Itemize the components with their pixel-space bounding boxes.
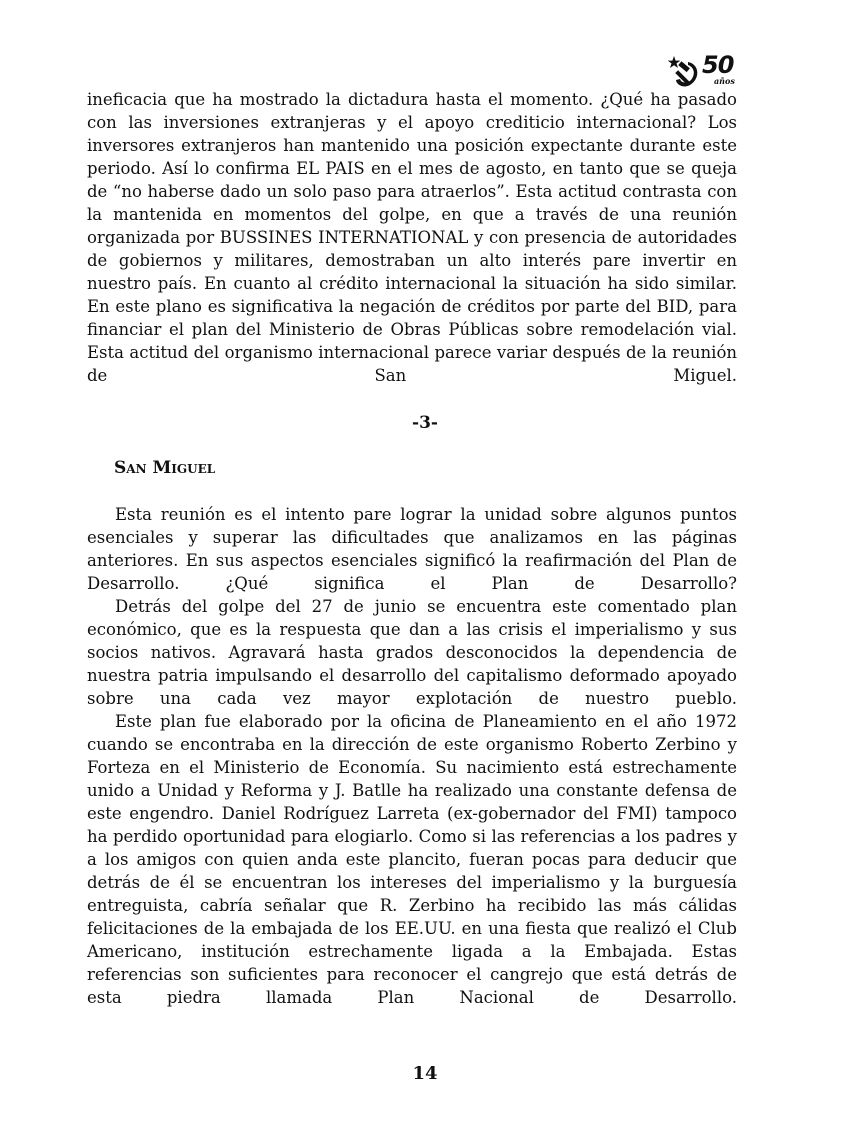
paragraph: Este plan fue elaborado por la oficina de Planeamiento en el año 1972 cuando se encontraba en la dirección de este organismo Roberto Zerbino y Forteza en el Ministerio de Economía. Su nacimiento está estrechamente unido a Unidad y Reforma y J. Batlle ha realizado una constante defensa de este engendro. Daniel Rodríguez Larreta (ex-gobernador del FMI) tampoco ha perdido oportunidad para elogiarlo. Como si las referencias a los padres y a los amigos con quien anda este plancito, fueran pocas para deducir que detrás de él se encuentran los intereses del imperialismo y la burguesía entreguista, cabría señalar que R. Zerbino ha recibido las más cálidas felicitaciones de la embajada de los EE.UU. en una fiesta que realizó el Club Americano, institución estrechamente ligada a la Embajada. Estas referencias son suficientes para reconocer el cangrejo que está detrás de esta piedra llamada Plan Nacional de Desarrollo. <box>87 712 737 1007</box>
paragraph: ineficacia que ha mostrado la dictadura hasta el momento. ¿Qué ha pasado con las inversiones extranjeras y el apoyo crediticio internacional? Los inversores extranjeros han mantenido una posición expectante durante este periodo. Así lo confirma EL PAIS en el mes de agosto, en tanto que se queja de “no haberse dado un solo paso para atraerlos”. Esta actitud contrasta con la mantenida en momentos del golpe, en que a través de una reunión organizada por BUSSINES INTERNATIONAL y con presencia de autoridades de gobiernos y militares, demostraban un alto interés pare invertir en nuestro país. En cuanto al crédito internacional la situación ha sido similar. En este plano es significativa la negación de créditos por parte del BID, para financiar el plan del Ministerio de Obras Públicas sobre remodelación vial. Esta actitud del organismo internacional parece variar después de la reunión de San Miguel. <box>87 90 737 385</box>
paragraph: Esta reunión es el intento pare lograr la unidad sobre algunos puntos esenciales y superar las dificultades que analizamos en las páginas anteriores. En sus aspectos esenciales significó la reafirmación del Plan de Desarrollo. ¿Qué significa el Plan de Desarrollo? <box>87 505 737 593</box>
body-text-top <box>87 88 737 387</box>
hammer-sickle-star-icon <box>668 54 704 90</box>
anniversary-logo <box>668 52 740 90</box>
logo-number: 50 <box>702 51 734 79</box>
logo-subtitle: años <box>714 76 735 86</box>
section-number: -3- <box>412 413 438 433</box>
paragraph: Detrás del golpe del 27 de junio se encuentra este comentado plan económico, que es la respuesta que dan a las crisis el imperialismo y sus socios nativos. Agravará hasta grados desconocidos la dependencia de nuestra patria impulsando el desarrollo del capitalismo deformado apoyado sobre una cada vez mayor explotación de nuestro pueblo. <box>87 597 737 708</box>
body-text-bottom <box>87 503 737 1009</box>
section-heading: San Miguel <box>114 458 216 478</box>
page-number: 14 <box>412 1063 438 1084</box>
